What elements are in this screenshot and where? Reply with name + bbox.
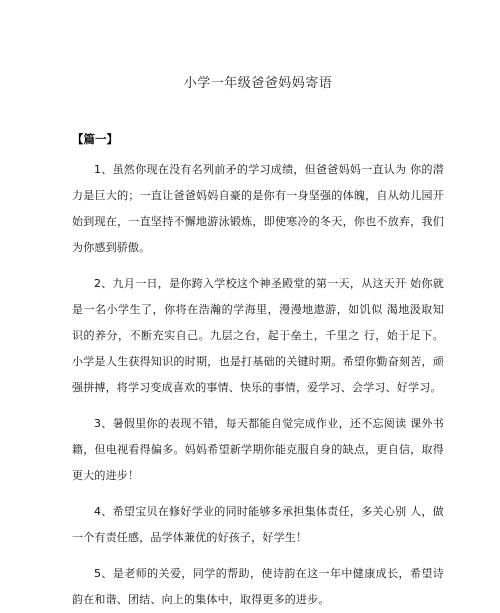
paragraph-5: 5、是老师的关爱，同学的帮助，使诗韵在这一年中健康成长，希望诗韵在和谐、团结、向上的集体中，取得更多的进步。 [72, 567, 444, 606]
document-title: 小学一年级爸爸妈妈寄语 [183, 76, 333, 91]
paragraph-3: 3、暑假里你的表现不错，每天都能自觉完成作业，还不忘阅读 课外书籍，但电视看得偏多。妈妈希望新学期你能克服自身的缺点，更自信，取得更大的进步！ [72, 417, 444, 482]
paragraph-2: 2、九月一日，是你跨入学校这个神圣殿堂的第一天，从这天开 始你就是一名小学生了，你将在浩瀚的学海里，漫漫地遨游，如饥似 渴地汲取知识的养分，不断充实自己。九层之台，起于垒土，千里之 行，始于足下。小学是人生获得知识的时期，也是打基础的关键时期。希望你勤奋刻苦，顽强拼搏，将学习变成喜欢的事情、快乐的事情，爱学习、会学习、好学习。 [72, 277, 444, 394]
paragraph-1: 1、虽然你现在没有名列前矛的学习成绩，但爸爸妈妈一直认为 你的潜力是巨大的；一直让爸爸妈妈自豪的是你有一身坚强的体魄，自从幼儿园开始到现在，一直坚持不懈地游泳锻炼，即使寒冷的冬天，你也不放弃，我们为你感到骄傲。 [72, 163, 444, 254]
section-heading: 【篇一】 [72, 132, 118, 146]
paragraph-4: 4、希望宝贝在修好学业的同时能够多承担集体责任，多关心别 人，做一个有责任感，品学体兼优的好孩子，好学生！ [72, 505, 444, 544]
